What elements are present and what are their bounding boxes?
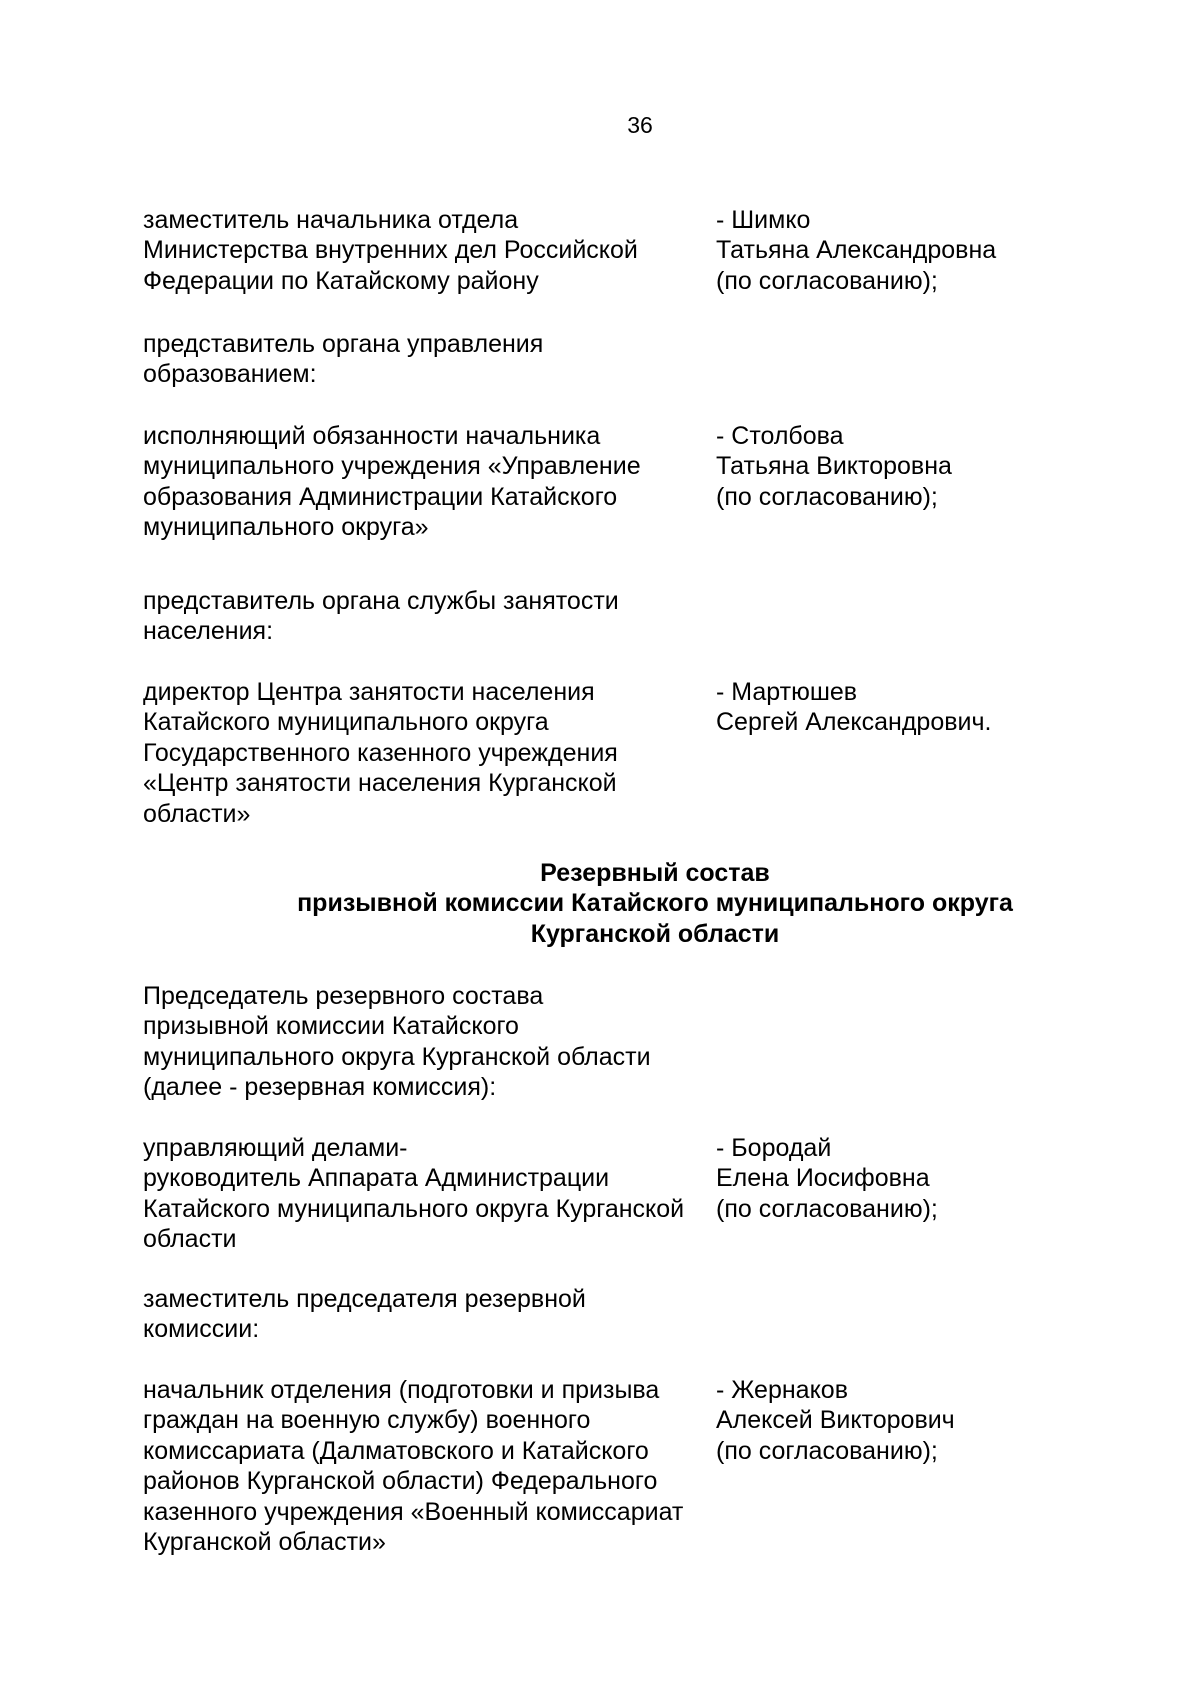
page-number: 36 [627, 112, 653, 138]
entry-position: заместитель председателя резервной комиссии: [143, 1285, 586, 1344]
section-heading: Резервный состав призывной комиссии Катайского муниципального округа Курганской области [297, 859, 1013, 948]
entry-position: заместитель начальника отдела Министерства внутренних дел Российской Федерации по Катайскому району [143, 206, 638, 295]
entry-person: - Жернаков Алексей Викторович (по согласованию); [716, 1376, 955, 1465]
entry-position: начальник отделения (подготовки и призыва граждан на военную службу) военного комиссариата (Далматовского и Катайского районов Курганской области) Федерального казенного учреждения «Военный комиссариат Курганской области» [143, 1376, 684, 1557]
entry-position: представитель органа управления образованием: [143, 330, 544, 389]
entry-person: - Шимко Татьяна Александровна (по согласованию); [716, 206, 997, 295]
entry-position: управляющий делами- руководитель Аппарата Администрации Катайского муниципального округа Курганской области [143, 1134, 685, 1254]
entry-person: - Столбова Татьяна Викторовна (по согласованию); [716, 422, 952, 511]
entry-position: исполняющий обязанности начальника муниципального учреждения «Управление образования Администрации Катайского муниципального округа» [143, 422, 641, 542]
entry-person: - Мартюшев Сергей Александрович. [716, 678, 992, 737]
entry-position: Председатель резервного состава призывной комиссии Катайского муниципального округа Курганской области (далее - резервная комиссия): [143, 982, 651, 1102]
entry-position: представитель органа службы занятости населения: [143, 587, 619, 646]
entry-person: - Бородай Елена Иосифовна (по согласованию); [716, 1134, 938, 1223]
entry-position: директор Центра занятости населения Катайского муниципального округа Государственного казенного учреждения «Центр занятости населения Курганской области» [143, 678, 618, 828]
